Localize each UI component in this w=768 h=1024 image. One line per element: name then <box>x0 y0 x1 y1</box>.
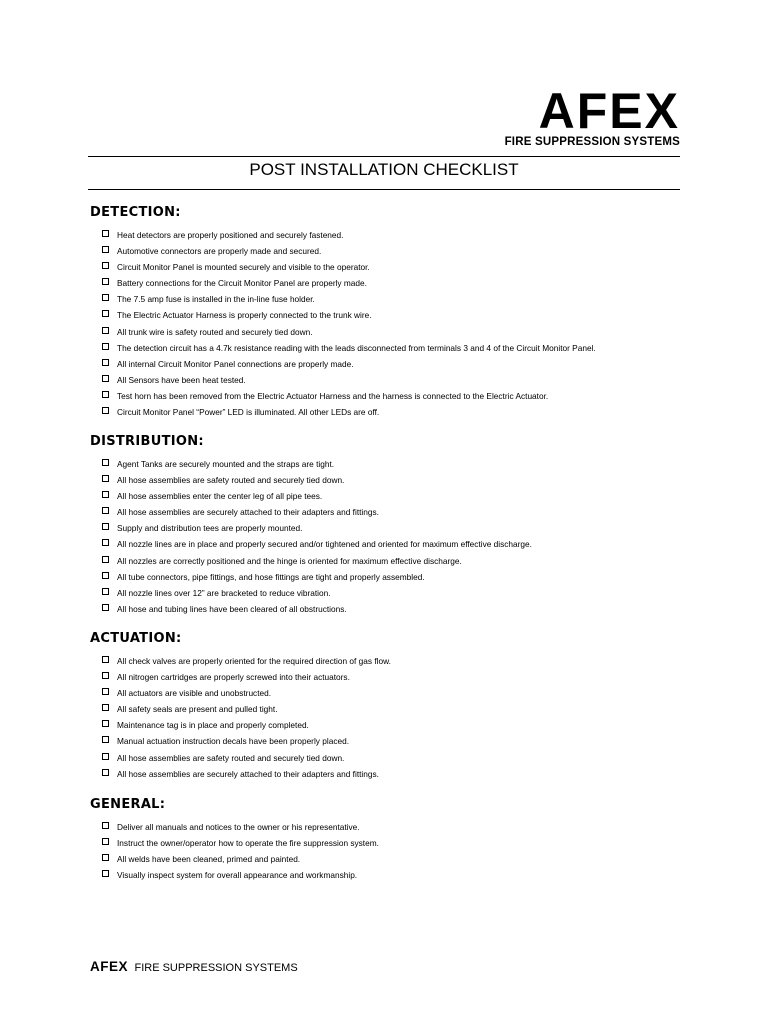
checkbox-icon[interactable] <box>102 572 109 579</box>
title-rule-top <box>88 156 680 157</box>
section-title: ACTUATION: <box>90 631 182 646</box>
checklist-item <box>102 356 690 372</box>
item-text: Agent Tanks are securely mounted and the straps are tight. <box>117 459 335 469</box>
checkbox-icon[interactable] <box>102 870 109 877</box>
checkbox-icon[interactable] <box>102 491 109 498</box>
item-text: Supply and distribution tees are properly mounted. <box>117 523 303 534</box>
checkbox-icon[interactable] <box>102 539 109 546</box>
checklist-item <box>102 701 690 717</box>
checkbox-icon[interactable] <box>102 475 109 482</box>
item-text: The detection circuit has a 4.7k resistance reading with the leads disconnected from terminals 3 and 4 of the Circuit Monitor Panel. <box>117 342 596 353</box>
checklist-item <box>102 750 690 766</box>
checklist-item <box>102 291 690 307</box>
checklist-item <box>102 835 690 851</box>
section-general <box>90 797 690 883</box>
checkbox-icon[interactable] <box>102 672 109 679</box>
checklist-item <box>102 520 690 536</box>
item-text: All hose assemblies are securely attached to their adapters and fittings. <box>117 768 379 779</box>
checklist-item <box>102 227 690 243</box>
item-text: All hose and tubing lines have been cleared of all obstructions. <box>117 603 347 614</box>
checkbox-icon[interactable] <box>102 753 109 760</box>
item-text: Automotive connectors are properly made and secured. <box>117 246 322 257</box>
checklist-item <box>102 243 690 259</box>
item-text: All hose assemblies are safety routed and securely tied down. <box>117 752 345 763</box>
checklist <box>90 819 690 883</box>
footer-brand: AFEX <box>90 959 129 974</box>
checkbox-icon[interactable] <box>102 262 109 269</box>
checklist <box>90 227 690 420</box>
checklist-item <box>102 685 690 701</box>
item-text: Heat detectors are properly positioned and securely fastened. <box>117 230 344 240</box>
checklist-item <box>102 536 690 552</box>
item-text: Circuit Monitor Panel is mounted securely and visible to the operator. <box>117 262 370 273</box>
item-text: Visually inspect system for overall appearance and workmanship. <box>117 870 358 881</box>
checklist-item <box>102 372 690 388</box>
checklist-item <box>102 553 690 569</box>
checklist-item <box>102 867 690 883</box>
item-text: Circuit Monitor Panel “Power” LED is illuminated. All other LEDs are off. <box>117 407 380 418</box>
checklist-item <box>102 653 690 669</box>
item-text: All safety seals are present and pulled tight. <box>117 704 278 715</box>
checkbox-icon[interactable] <box>102 375 109 382</box>
checklist-item <box>102 324 690 340</box>
checklist <box>90 653 690 782</box>
logo-brand: AFEX <box>538 83 680 139</box>
checklist-item <box>102 404 690 420</box>
item-text: All nozzle lines are in place and properly secured and/or tightened and oriented for maximum effective discharge. <box>117 539 532 550</box>
item-text: Deliver all manuals and notices to the owner or his representative. <box>117 822 360 832</box>
checkbox-icon[interactable] <box>102 459 109 466</box>
section-distribution <box>90 434 690 617</box>
checkbox-icon[interactable] <box>102 720 109 727</box>
item-text: Maintenance tag is in place and properly completed. <box>117 720 309 731</box>
footer-logo <box>90 958 298 976</box>
title-rule-bottom <box>88 189 680 190</box>
item-text: All hose assemblies are safety routed and securely tied down. <box>117 475 345 486</box>
checklist-item <box>102 585 690 601</box>
checklist-item <box>102 504 690 520</box>
checkbox-icon[interactable] <box>102 854 109 861</box>
section-title: GENERAL: <box>90 797 166 812</box>
checkbox-icon[interactable] <box>102 523 109 530</box>
checklist-item <box>102 569 690 585</box>
checklist-item <box>102 733 690 749</box>
checkbox-icon[interactable] <box>102 230 109 237</box>
checkbox-icon[interactable] <box>102 359 109 366</box>
item-text: Battery connections for the Circuit Monitor Panel are properly made. <box>117 278 367 289</box>
checklist-item <box>102 717 690 733</box>
section-title: DISTRIBUTION: <box>90 434 204 449</box>
item-text: Manual actuation instruction decals have been properly placed. <box>117 736 349 747</box>
checkbox-icon[interactable] <box>102 822 109 829</box>
checkbox-icon[interactable] <box>102 391 109 398</box>
logo-tagline: FIRE SUPPRESSION SYSTEMS <box>504 136 680 148</box>
checkbox-icon[interactable] <box>102 343 109 350</box>
checklist-item <box>102 851 690 867</box>
page-title: POST INSTALLATION CHECKLIST <box>249 160 519 179</box>
checkbox-icon[interactable] <box>102 556 109 563</box>
checkbox-icon[interactable] <box>102 507 109 514</box>
checkbox-icon[interactable] <box>102 769 109 776</box>
item-text: All Sensors have been heat tested. <box>117 374 246 385</box>
checkbox-icon[interactable] <box>102 588 109 595</box>
header-logo <box>504 83 680 148</box>
checkbox-icon[interactable] <box>102 656 109 663</box>
checklist-item <box>102 669 690 685</box>
checklist-item <box>102 819 690 835</box>
item-text: All hose assemblies are securely attached to their adapters and fittings. <box>117 507 379 518</box>
checklist-item <box>102 766 690 782</box>
checkbox-icon[interactable] <box>102 294 109 301</box>
section-actuation <box>90 631 690 782</box>
checkbox-icon[interactable] <box>102 278 109 285</box>
checkbox-icon[interactable] <box>102 310 109 317</box>
checkbox-icon[interactable] <box>102 688 109 695</box>
checklist <box>90 456 690 617</box>
item-text: All welds have been cleaned, primed and painted. <box>117 854 301 865</box>
checklist-item <box>102 388 690 404</box>
checkbox-icon[interactable] <box>102 604 109 611</box>
item-text: All internal Circuit Monitor Panel connections are properly made. <box>117 358 354 369</box>
item-text: All hose assemblies enter the center leg of all pipe tees. <box>117 491 323 502</box>
item-text: All check valves are properly oriented for the required direction of gas flow. <box>117 656 391 666</box>
item-text: Instruct the owner/operator how to operate the fire suppression system. <box>117 838 379 849</box>
section-detection <box>90 205 690 420</box>
checkbox-icon[interactable] <box>102 246 109 253</box>
item-text: All nitrogen cartridges are properly screwed into their actuators. <box>117 672 350 683</box>
checklist-item <box>102 275 690 291</box>
checklist-item <box>102 259 690 275</box>
checkbox-icon[interactable] <box>102 838 109 845</box>
checkbox-icon[interactable] <box>102 407 109 414</box>
item-text: All tube connectors, pipe fittings, and hose fittings are tight and properly assembled. <box>117 571 425 582</box>
checkbox-icon[interactable] <box>102 736 109 743</box>
section-title: DETECTION: <box>90 205 181 220</box>
item-text: The 7.5 amp fuse is installed in the in-line fuse holder. <box>117 294 315 305</box>
checklist-item <box>102 488 690 504</box>
item-text: All trunk wire is safety routed and securely tied down. <box>117 326 313 337</box>
footer-tagline: FIRE SUPPRESSION SYSTEMS <box>134 962 298 974</box>
checklist-item <box>102 601 690 617</box>
item-text: The Electric Actuator Harness is properly connected to the trunk wire. <box>117 310 372 321</box>
checklist-item <box>102 340 690 356</box>
item-text: All nozzles are correctly positioned and the hinge is oriented for maximum effective discharge. <box>117 555 462 566</box>
item-text: All actuators are visible and unobstructed. <box>117 688 272 699</box>
checkbox-icon[interactable] <box>102 704 109 711</box>
checklist-item <box>102 472 690 488</box>
item-text: Test horn has been removed from the Electric Actuator Harness and the harness is connected to the Electric Actuator. <box>117 390 549 401</box>
checkbox-icon[interactable] <box>102 327 109 334</box>
checklist-item <box>102 307 690 323</box>
item-text: All nozzle lines over 12” are bracketed to reduce vibration. <box>117 587 331 598</box>
checklist-item <box>102 456 690 472</box>
